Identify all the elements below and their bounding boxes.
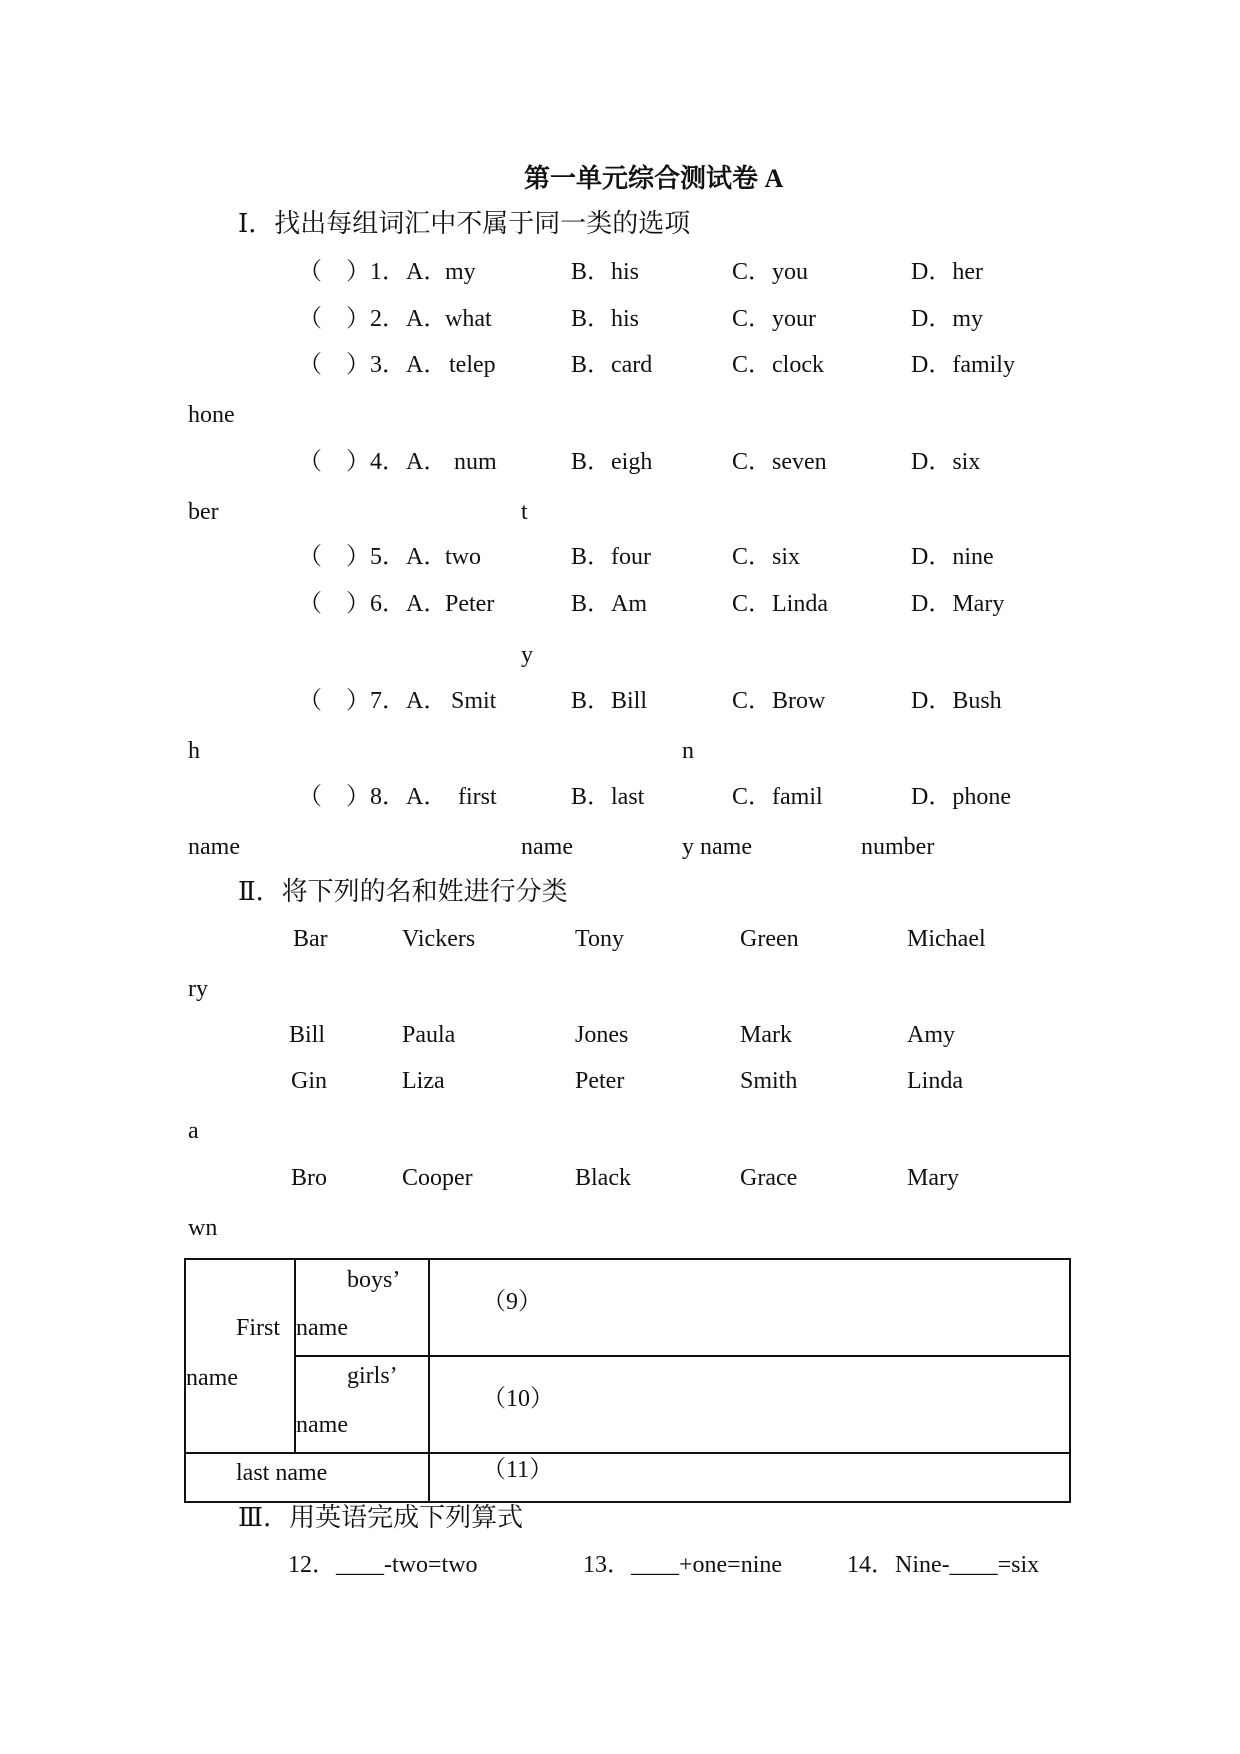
question-4-option-a: num xyxy=(454,449,497,475)
arithmetic-item-12: 12．____-two=two xyxy=(288,1552,478,1578)
question-6-option-b-wrap: y xyxy=(521,642,533,668)
last-name-cell xyxy=(185,1453,429,1502)
word-bank-word: Bill xyxy=(289,1022,326,1048)
word-bank-word: Peter xyxy=(575,1068,625,1094)
question-7-option-a-wrap: h xyxy=(188,738,200,764)
question-5-option-d: D．nine xyxy=(911,544,994,570)
blank-9-label: （9） xyxy=(482,1289,542,1315)
question-8-option-b: B．last xyxy=(571,784,645,810)
blank-11-label: （11） xyxy=(482,1457,554,1483)
word-bank-word: Smith xyxy=(740,1068,798,1094)
question-2-option-b: B．his xyxy=(571,306,640,332)
question-8-option-a-wrap: name xyxy=(188,834,240,860)
question-5-option-b: B．four xyxy=(571,544,651,570)
girls-name-cell xyxy=(295,1356,429,1453)
question-8-option-c-wrap: y name xyxy=(682,834,752,860)
question-2-prefix: （ ）2．A． xyxy=(298,306,448,332)
arithmetic-item-14: 14．Nine-____=six xyxy=(847,1552,1040,1578)
boys-name-label-wrap: name xyxy=(296,1315,348,1341)
section-1-heading: Ⅰ．找出每组词汇中不属于同一类的选项 xyxy=(238,209,691,238)
girls-name-label-wrap: name xyxy=(296,1412,348,1438)
word-bank-word: Michael xyxy=(907,926,986,952)
word-bank-word: Green xyxy=(740,926,799,952)
word-bank-word-wrap: wn xyxy=(188,1215,218,1241)
word-bank-word: Black xyxy=(575,1165,631,1191)
question-6-prefix: （ ）6．A． xyxy=(298,591,448,617)
question-7-option-d: D．Bush xyxy=(911,688,1002,714)
blank-9-cell[interactable] xyxy=(429,1259,1070,1356)
blank-11-cell[interactable] xyxy=(429,1453,1070,1502)
word-bank-word: Liza xyxy=(402,1068,445,1094)
question-3-option-a-wrap: hone xyxy=(188,402,235,428)
question-3-prefix: （ ）3．A． xyxy=(298,352,448,378)
question-4-option-b: B．eigh xyxy=(571,449,653,475)
question-3-option-d: D．family xyxy=(911,352,1015,378)
question-7-option-c: C．Brow xyxy=(732,688,826,714)
question-8-option-b-wrap: name xyxy=(521,834,573,860)
question-1-option-c: C．you xyxy=(732,259,809,285)
blank-10-cell[interactable] xyxy=(429,1356,1070,1453)
question-7-option-b: B．Bill xyxy=(571,688,648,714)
question-8-option-c: C．famil xyxy=(732,784,823,810)
section-3-heading: Ⅲ．用英语完成下列算式 xyxy=(238,1503,524,1532)
word-bank-word: Vickers xyxy=(402,926,476,952)
first-name-cell xyxy=(185,1259,295,1453)
question-4-prefix: （ ）4．A． xyxy=(298,449,448,475)
question-8-option-d: D．phone xyxy=(911,784,1011,810)
arithmetic-item-13: 13．____+one=nine xyxy=(583,1552,783,1578)
question-1-option-d: D．her xyxy=(911,259,983,285)
question-1-prefix: （ ）1．A． xyxy=(298,259,448,285)
question-3-option-c: C．clock xyxy=(732,352,824,378)
question-8-option-d-wrap: number xyxy=(861,834,935,860)
blank-10-label: （10） xyxy=(482,1386,554,1412)
word-bank-word: Bar xyxy=(293,926,328,952)
word-bank-word: Bro xyxy=(291,1165,327,1191)
word-bank-word: Tony xyxy=(575,926,624,952)
word-bank-word: Jones xyxy=(575,1022,629,1048)
question-6-option-a: Peter xyxy=(445,591,495,617)
question-6-option-b: B．Am xyxy=(571,591,648,617)
question-6-option-c: C．Linda xyxy=(732,591,828,617)
question-8-prefix: （ ）8．A． xyxy=(298,784,448,810)
question-7-option-c-wrap: n xyxy=(682,738,694,764)
question-7-option-a: Smit xyxy=(451,688,497,714)
question-4-option-a-wrap: ber xyxy=(188,499,219,525)
question-2-option-c: C．your xyxy=(732,306,816,332)
section-2-heading: Ⅱ．将下列的名和姓进行分类 xyxy=(238,877,568,906)
word-bank-word: Grace xyxy=(740,1165,798,1191)
first-name-label-wrap: name xyxy=(186,1365,238,1391)
question-1-option-a: my xyxy=(445,259,476,285)
question-4-option-b-wrap: t xyxy=(521,499,528,525)
question-4-option-c: C．seven xyxy=(732,449,827,475)
word-bank-word: Paula xyxy=(402,1022,456,1048)
word-bank-word: Mary xyxy=(907,1165,959,1191)
question-4-option-d: D．six xyxy=(911,449,981,475)
word-bank-word: Linda xyxy=(907,1068,963,1094)
question-2-option-a: what xyxy=(445,306,492,332)
question-6-option-d: D．Mary xyxy=(911,591,1005,617)
first-name-label: First xyxy=(236,1315,281,1341)
question-7-prefix: （ ）7．A． xyxy=(298,688,448,714)
word-bank-word: Cooper xyxy=(402,1165,473,1191)
question-8-option-a: first xyxy=(458,784,497,810)
last-name-label: last name xyxy=(236,1460,328,1486)
question-2-option-d: D．my xyxy=(911,306,983,332)
word-bank-word: Amy xyxy=(907,1022,955,1048)
question-5-prefix: （ ）5．A． xyxy=(298,544,448,570)
question-5-option-a: two xyxy=(445,544,481,570)
page-title: 第一单元综合测试卷 A xyxy=(524,164,784,193)
word-bank-word: Gin xyxy=(291,1068,327,1094)
word-bank-word-wrap: a xyxy=(188,1118,199,1144)
boys-name-label: boys’ xyxy=(347,1267,401,1293)
name-classification-table xyxy=(184,1258,1071,1503)
question-5-option-c: C．six xyxy=(732,544,801,570)
question-3-option-b: B．card xyxy=(571,352,653,378)
question-1-option-b: B．his xyxy=(571,259,640,285)
question-3-option-a: telep xyxy=(449,352,496,378)
word-bank-word-wrap: ry xyxy=(188,976,208,1002)
boys-name-cell xyxy=(295,1259,429,1356)
word-bank-word: Mark xyxy=(740,1022,792,1048)
girls-name-label: girls’ xyxy=(347,1363,398,1389)
